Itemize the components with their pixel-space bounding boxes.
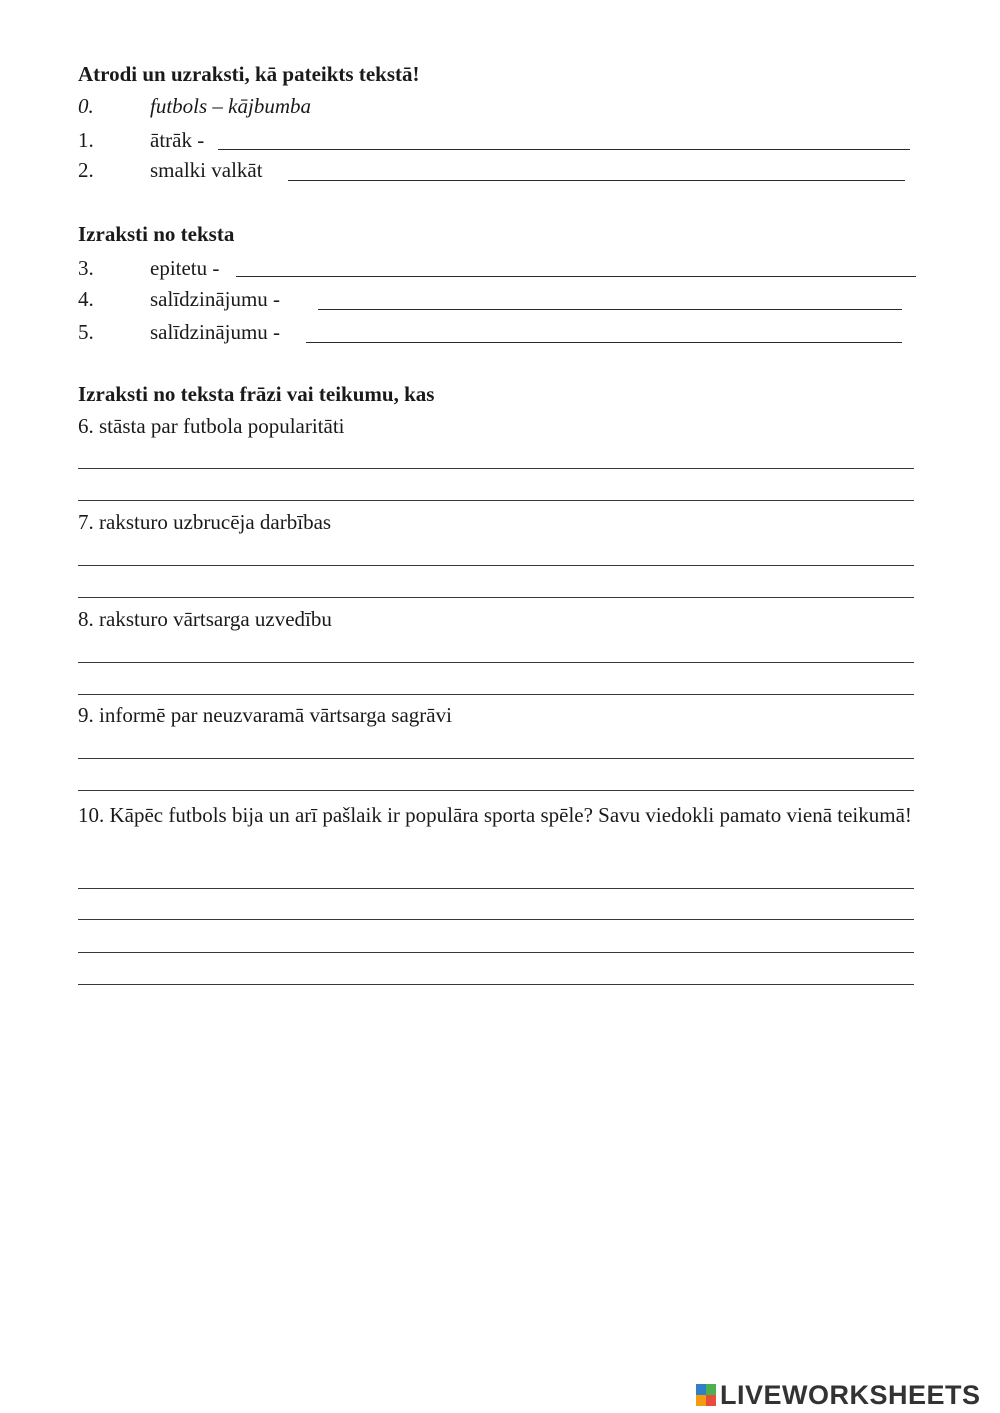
item-3-answer-line[interactable] — [236, 276, 916, 277]
item-5-label: salīdzinājumu - — [150, 320, 281, 344]
question-10-line-2[interactable] — [78, 919, 914, 920]
section3-title: Izraksti no teksta frāzi vai teikumu, kas — [78, 382, 435, 406]
item-5-answer-line[interactable] — [306, 342, 902, 343]
question-9-line-2[interactable] — [78, 790, 914, 791]
question-8-line-1[interactable] — [78, 662, 914, 663]
item-3-number: 3. — [78, 256, 94, 280]
question-8: 8. raksturo vārtsarga uzvedību — [78, 607, 332, 631]
question-9-line-1[interactable] — [78, 758, 914, 759]
question-9: 9. informē par neuzvaramā vārtsarga sagrāvi — [78, 703, 452, 727]
question-10-line-3[interactable] — [78, 952, 914, 953]
question-6: 6. stāsta par futbola popularitāti — [78, 414, 345, 438]
item-4-answer-line[interactable] — [318, 309, 902, 310]
brand-name: LIVEWORKSHEETS — [720, 1379, 981, 1410]
section2-title: Izraksti no teksta — [78, 222, 235, 246]
question-10: 10. Kāpēc futbols bija un arī pašlaik ir populāra sporta spēle? Savu viedokli pamato vienā teikumā! — [78, 803, 912, 827]
question-10-line-4[interactable] — [78, 984, 914, 985]
item-1-label: ātrāk - — [150, 128, 205, 152]
item-4-number: 4. — [78, 287, 94, 311]
example-number: 0. — [78, 94, 94, 118]
example-text: futbols – kājbumba — [150, 94, 311, 118]
item-4-label: salīdzinājumu - — [150, 287, 281, 311]
question-7: 7. raksturo uzbrucēja darbības — [78, 510, 332, 534]
brand-grid-icon — [696, 1384, 716, 1406]
item-1-number: 1. — [78, 128, 94, 152]
question-6-line-2[interactable] — [78, 500, 914, 501]
item-5-number: 5. — [78, 320, 94, 344]
item-3-label: epitetu - — [150, 256, 220, 280]
question-8-line-2[interactable] — [78, 694, 914, 695]
question-6-line-1[interactable] — [78, 468, 914, 469]
item-2-number: 2. — [78, 158, 94, 182]
item-2-label: smalki valkāt — [150, 158, 263, 182]
liveworksheets-logo — [696, 1380, 981, 1410]
item-1-answer-line[interactable] — [218, 149, 910, 150]
item-2-answer-line[interactable] — [288, 180, 905, 181]
question-7-line-1[interactable] — [78, 565, 914, 566]
question-7-line-2[interactable] — [78, 597, 914, 598]
section1-title: Atrodi un uzraksti, kā pateikts tekstā! — [78, 62, 420, 86]
question-10-line-1[interactable] — [78, 888, 914, 889]
